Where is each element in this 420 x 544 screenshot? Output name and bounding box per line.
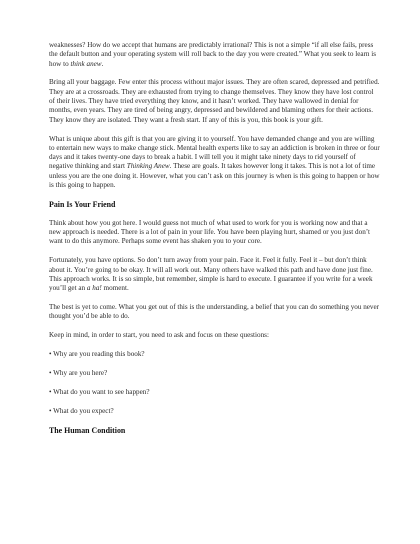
paragraph-5-emphasis: a ha!: [86, 284, 102, 293]
paragraph-3-end: . These are goals. It takes however long it takes. This is not a lot of time unless you are the one doing it. However, what you can’t ask on this journey is when is this going to happen or how is this going to happen.: [49, 162, 380, 190]
paragraph-4: Think about how you got here. I would guess not much of what used to work for you is working now and that a new approach is needed. There is a lot of pain in your life. You have been playing hurt, shamed or you just don’t want to do this anymore. Perhaps some event has shaken you to your core.: [49, 218, 370, 246]
paragraph-2: Bring all your baggage. Few enter this process without major issues. They are often scared, depressed and petrified. They are at a crossroads. They are exhausted from trying to change themselves. They know they have lost control of their lives. They have tried everything they know, and it hasn’t worked. They have wallowed in denial for months, even years. They are tired of being angry, depressed and bewildered and blaming others for their actions. They know they are isolated. They want a fresh start. If any of this is you, this book is your gift.: [49, 78, 380, 124]
paragraph-3-emphasis: Thinking Anew: [126, 162, 170, 171]
document-page: [49, 41, 381, 445]
paragraph-3: [49, 135, 381, 191]
paragraph-1-end: .: [101, 59, 104, 68]
paragraph-5-text: Fortunately, you have options. So don’t turn away from your pain. Face it. Feel it fully. Feel it – but don’t think about it. You’re going to be okay. It will all work out. Many others have walked this path and have done just fine. This approach works. It is so simple, but remember, simple is hard to execute. I guarantee if you write for a week you’ll get an: [49, 256, 373, 293]
paragraph-1-emphasis: think anew: [70, 59, 102, 68]
paragraph-7: Keep in mind, in order to start, you need to ask and focus on these questions:: [49, 331, 269, 340]
paragraph-3-text: What is unique about this gift is that you are giving it to yourself. You have demanded change and you are willing to entertain new ways to make change stick. Mental health experts like to say an addiction is broken in three or four days and it takes twenty-one days to break a habit. I will tell you it might take ninety days to rid yourself of negative thinking and start: [49, 134, 380, 171]
paragraph-5-end: moment.: [101, 284, 129, 293]
paragraph-1-text: weaknesses? How do we accept that humans are predictably irrational? This is not a simple “if all else fails, press the default button and your operating system will roll back to the day you were created.” What you seek to learn is how to: [49, 41, 377, 68]
paragraph-6: The best is yet to come. What you get out of this is the understanding, a belief that you can do something you never thought you’d be able to do.: [49, 303, 380, 321]
bullet-item-4: • What do you expect?: [49, 406, 114, 415]
section-heading-pain: Pain Is Your Friend: [49, 199, 116, 209]
section-heading-human-condition: The Human Condition: [49, 425, 126, 435]
paragraph-1: [49, 41, 381, 69]
paragraph-5: [49, 256, 381, 293]
bullet-item-1: • Why are you reading this book?: [49, 350, 145, 359]
bullet-item-2: • Why are you here?: [49, 369, 108, 378]
bullet-item-3: • What do you want to see happen?: [49, 387, 150, 396]
